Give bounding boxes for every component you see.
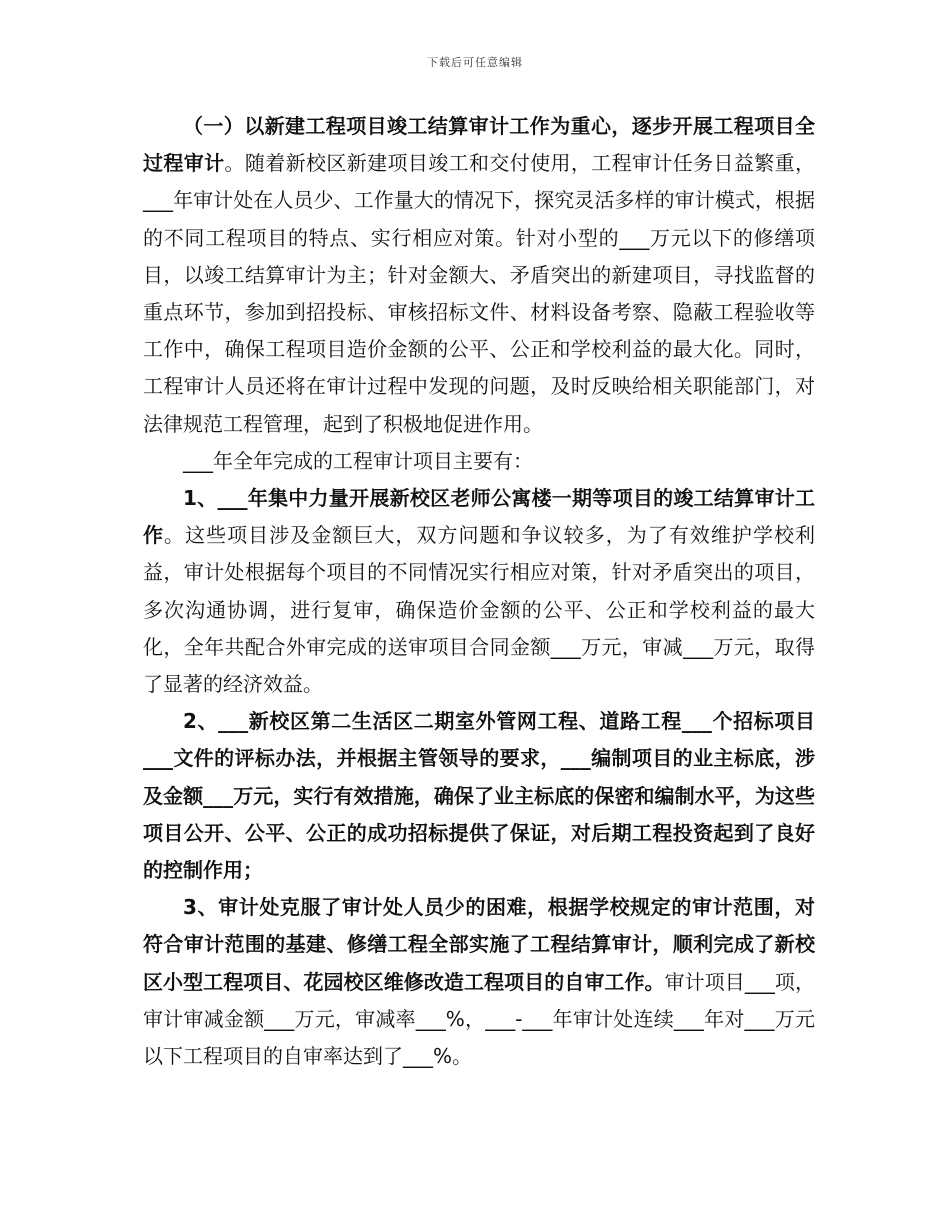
document-body xyxy=(143,108,815,1075)
paragraph-item-2 xyxy=(143,703,815,889)
header-note: 下载后可任意编辑 xyxy=(427,56,523,69)
paragraph-item-3 xyxy=(143,889,815,1075)
paragraph-item-1 xyxy=(143,480,815,703)
paragraph-overview-lead: （一）以新建工程项目竣工结算审计工作为重心，逐步开展工程项目全过程审计 xyxy=(143,114,815,176)
paragraph-item-1-body: 。这些项目涉及金额巨大，双方问题和争议较多，为了有效维护学校利益，审计处根据每个项目的不同情况实行相应对策，针对矛盾突出的项目，多次沟通协调，进行复审，确保造价金额的公平、公正和学校利益的最大化，全年共配合外审完成的送审项目合同金额___万元，审减___万元，取得了显著的经济效益。 xyxy=(143,523,816,697)
paragraph-item-2-lead: 2、___新校区第二生活区二期室外管网工程、道路工程___个招标项目___文件的评标办法，并根据主管领导的要求，___编制项目的业主标底，涉及金额___万元，实行有效措施，确保了业主标底的保密和编制水平，为这些项目公开、公平、公正的成功招标提供了保证，对后期工程投资起到了良好的控制作用； xyxy=(143,709,815,883)
paragraph-item-3-body: 审计项目___项，审计审减金额___万元，审减率___%，___-___年审计处连续___年对___万元以下工程项目的自审率达到了___%。 xyxy=(143,969,815,1069)
paragraph-item-3-lead: 3、审计处克服了审计处人员少的困难，根据学校规定的审计范围，对符合审计范围的基建、修缮工程全部实施了工程结算审计，顺利完成了新校区小型工程项目、花园校区维修改造工程项目的自审工作。 xyxy=(143,895,815,994)
paragraph-summary-intro-body: ___年全年完成的工程审计项目主要有： xyxy=(183,448,533,473)
paragraph-item-1-lead: 1、___年集中力量开展新校区老师公寓楼一期等项目的竣工结算审计工作 xyxy=(143,486,815,548)
paragraph-summary-intro xyxy=(143,443,815,480)
paragraph-overview xyxy=(143,108,815,443)
paragraph-overview-body: 。随着新校区新建项目竣工和交付使用，工程审计任务日益繁重，___年审计处在人员少、工作量大的情况下，探究灵活多样的审计模式，根据的不同工程项目的特点、实行相应对策。针对小型的___万元以下的修缮项目，以竣工结算审计为主；针对金额大、矛盾突出的新建项目，寻找监督的重点环节，参加到招投标、审核招标文件、材料设备考察、隐蔽工程验收等工作中，确保工程项目造价金额的公平、公正和学校利益的最大化。同时，工程审计人员还将在审计过程中发现的问题，及时反映给相关职能部门，对法律规范工程管理，起到了积极地促进作用。 xyxy=(143,151,815,436)
